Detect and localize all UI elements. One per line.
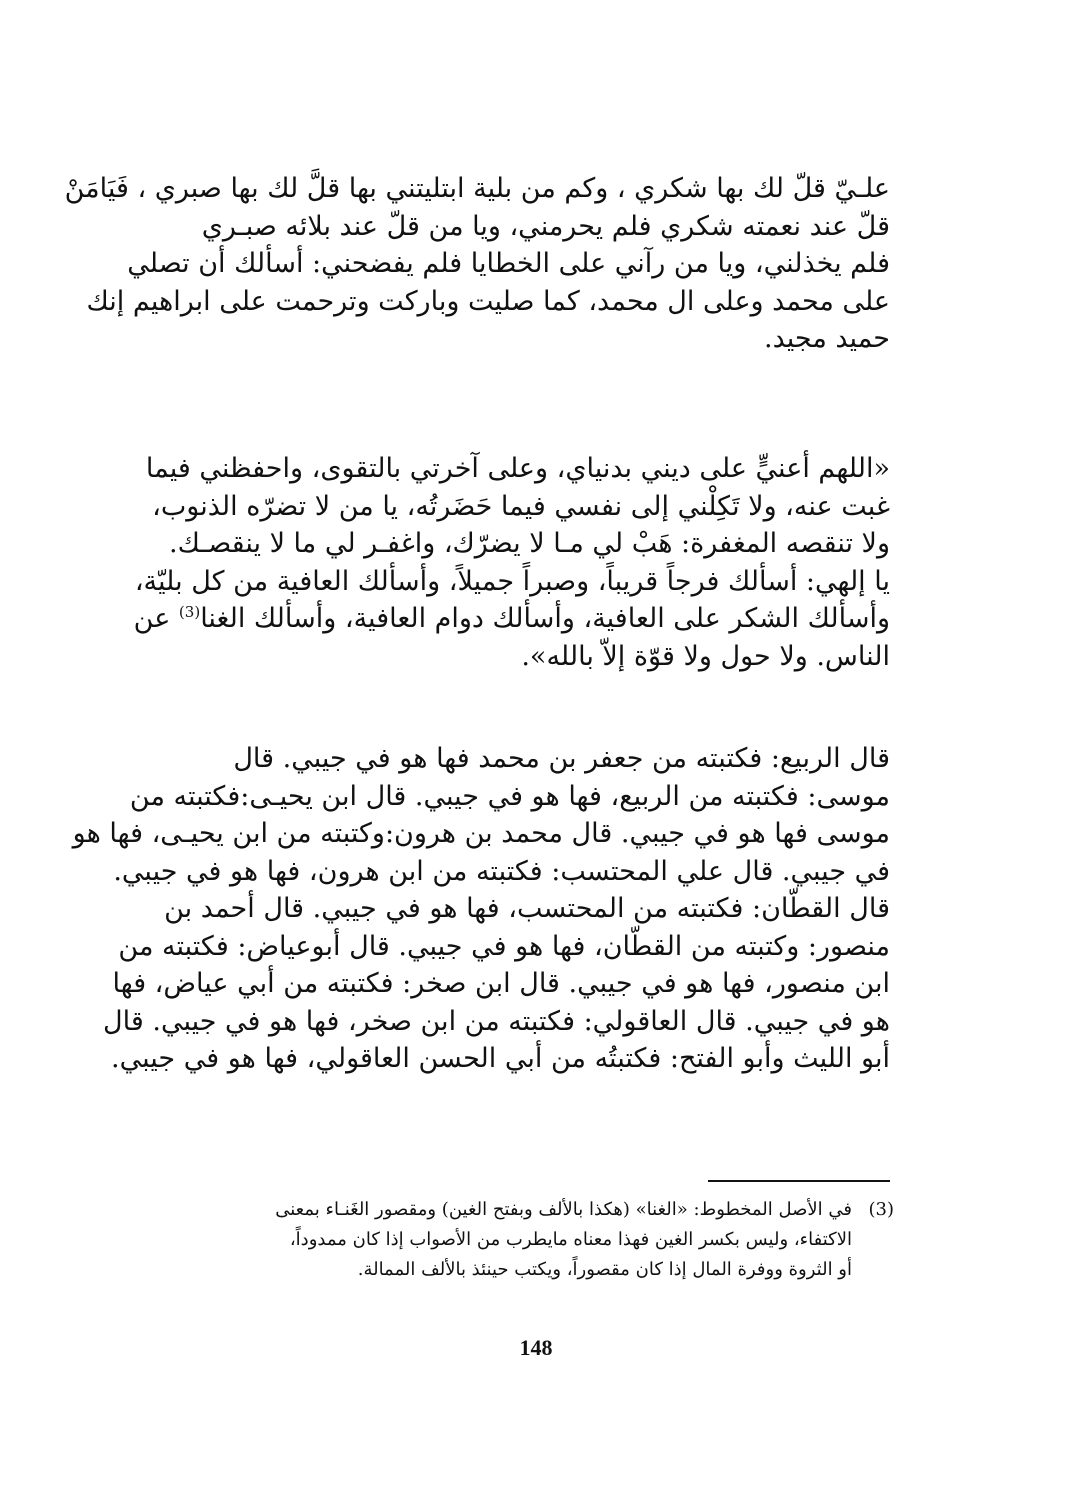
footnote-divider xyxy=(708,1180,890,1182)
page-number: 148 xyxy=(519,1335,553,1360)
footnote-text: في الأصل المخطوط: «الغنا» (هكذا بالألف وبفتح الغين) ومقصور الغَنـاء بمعنى xyxy=(275,1199,852,1220)
text-line: هو في جيبي. قال العاقولي: فكتبته من ابن صخر، فها هو في جيبي. قال xyxy=(103,1005,890,1037)
footnote-line xyxy=(176,1225,894,1255)
text-line: أبو الليث وأبو الفتح: فكتبتُه من أبي الحسن العاقولي، فها هو في جيبي. xyxy=(111,1043,890,1074)
text-line: علـيّ قلّ لك بها شكري ، وكم من بلية ابتليتني بها قلَّ لك بها صبري ، فَيَامَنْ xyxy=(64,173,890,204)
paragraph-3-chain xyxy=(72,740,890,1078)
footnote-line xyxy=(176,1195,894,1225)
text-segment: وأسألك الشكر على العافية، وأسألك دوام العافية، وأسألك الغنا xyxy=(200,603,890,634)
text-line: في جيبي. قال علي المحتسب: فكتبته من ابن هرون، فها هو في جيبي. xyxy=(113,855,890,887)
text-line: ولا تنقصه المغفرة: هَبْ لي مـا لا يضرّك، واغفـر لي ما لا ينقصـك. xyxy=(169,528,890,559)
footnote-line xyxy=(176,1255,894,1285)
text-line: فلم يخذلني، ويا من رآني على الخطايا فلم يفضحني: أسألك أن تصلي xyxy=(127,248,890,279)
text-line: قال الربيع: فكتبته من جعفر بن محمد فها هو في جيبي. قال xyxy=(233,743,890,774)
text-segment: عن xyxy=(133,603,179,634)
text-line: «اللهم أعنيٍّ على ديني بدنياي، وعلى آخرتي بالتقوى، واحفظني فيما xyxy=(145,453,890,484)
footnote-text: الاكتفاء، وليس بكسر الغين فهذا معناه مايطرب من الأصواب إذا كان ممدوداً، xyxy=(289,1229,852,1250)
text-line: غبت عنه، ولا تَكِلْني إلى نفسي فيما حَضَرتُه، يا من لا تضرّه الذنوب، xyxy=(152,490,890,522)
text-line: موسى: فكتبته من الربيع، فها هو في جيبي. قال ابن يحيـى:فكتبته من xyxy=(129,780,890,812)
footnote-reference[interactable]: (3) xyxy=(178,603,201,621)
text-line: حميد مجيد. xyxy=(764,323,890,354)
text-line: يا إلهي: أسألك فرجاً قريباً، وصبراً جميلاً، وأسألك العافية من كل بليّة، xyxy=(134,565,890,597)
text-line: الناس. ولا حول ولا قوّة إلاّ بالله». xyxy=(521,640,890,672)
paragraph-2-prayer xyxy=(133,450,890,675)
footnote-text: أو الثروة ووفرة المال إذا كان مقصوراً، ويكتب حينئذ بالألف الممالة. xyxy=(357,1259,852,1280)
paragraph-1 xyxy=(64,170,890,358)
text-line: ابن منصور، فها هو في جيبي. قال ابن صخر: فكتبته من أبي عياض، فها xyxy=(112,968,890,999)
text-line: منصور: وكتبته من القطّان، فها هو في جيبي. قال أبوعياض: فكتبته من xyxy=(118,930,890,962)
footnote xyxy=(176,1195,894,1285)
text-line: موسى فها هو في جيبي. قال محمد بن هرون:وكتبته من ابن يحيـى، فها هو xyxy=(72,818,890,849)
text-line-with-footnote-ref xyxy=(133,600,890,638)
text-line: قلّ عند نعمته شكري فلم يحرمني، ويا من قلّ عند بلائه صبـري xyxy=(201,210,890,242)
text-line: على محمد وعلى ال محمد، كما صليت وباركت وترحمت على ابراهيم إنك xyxy=(86,285,890,317)
text-line: قال القطّان: فكتبته من المحتسب، فها هو في جيبي. قال أحمد بن xyxy=(164,893,890,924)
footnote-number: (3) xyxy=(868,1199,894,1220)
